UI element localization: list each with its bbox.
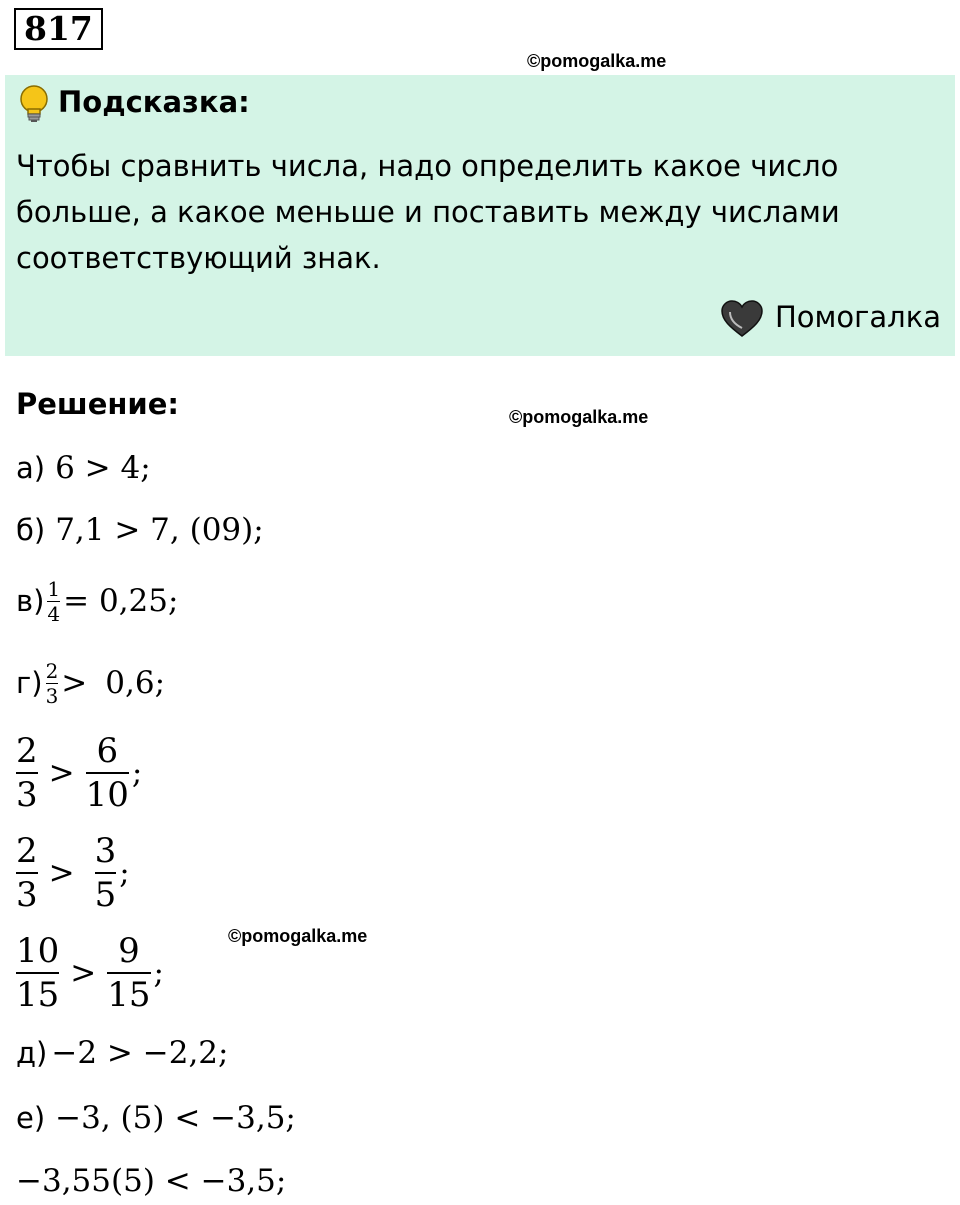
fraction — [16, 930, 59, 1016]
hint-line: Чтобы сравнить числа, надо определить какое число — [16, 149, 839, 183]
numerator: 2 — [16, 831, 38, 871]
solution-line-g3 — [16, 830, 130, 916]
fraction — [107, 930, 150, 1016]
watermark: ©pomogalka.me — [509, 407, 649, 427]
solution-line-e — [16, 1095, 296, 1141]
item-label: б) — [16, 513, 46, 547]
heart-icon — [720, 300, 764, 338]
numerator: 2 — [45, 658, 59, 683]
numerator: 3 — [94, 831, 117, 871]
hint-line: больше, а какое меньше и поставить между числами — [16, 195, 840, 229]
fraction — [95, 830, 117, 916]
math-expression: −3,55(5) < −3,5; — [16, 1163, 287, 1199]
solution-line-g2 — [16, 730, 142, 816]
fraction — [46, 659, 59, 708]
math-expression: 7,1 > 7, (09); — [55, 512, 264, 548]
solution-line-e2 — [16, 1158, 286, 1204]
numerator: 1 — [47, 576, 61, 601]
operator: > — [61, 665, 88, 701]
item-label: в) — [16, 584, 45, 618]
operator: > — [70, 955, 97, 991]
punctuation: ; — [119, 855, 130, 891]
watermark: ©pomogalka.me — [228, 926, 368, 946]
solution-line-v — [16, 578, 178, 624]
solution-line-d — [16, 1030, 228, 1076]
item-label: д) — [16, 1036, 48, 1070]
math-expression: −2 > −2,2; — [51, 1035, 229, 1071]
numerator: 6 — [96, 731, 119, 771]
lightbulb-icon — [18, 84, 50, 124]
fraction — [16, 730, 38, 816]
solution-line-g4 — [16, 930, 164, 1016]
solution-title: Решение: — [16, 387, 180, 421]
math-expression: 6 > 4; — [55, 450, 151, 486]
fraction — [86, 730, 129, 816]
numerator: 2 — [16, 731, 38, 771]
fraction — [47, 577, 60, 626]
brand-name: Помогалка — [775, 300, 941, 334]
item-label: е) — [16, 1101, 46, 1135]
hint-text — [16, 143, 936, 281]
watermark: ©pomogalka.me — [527, 51, 667, 71]
operator: > — [48, 755, 75, 791]
math-expression: = 0,25; — [63, 583, 179, 619]
problem-number: 817 — [14, 8, 103, 50]
numerator: 10 — [16, 931, 60, 971]
solution-line-b — [16, 507, 264, 553]
item-label: а) — [16, 451, 46, 485]
hint-title: Подсказка: — [58, 85, 250, 119]
math-expression: 0,6; — [105, 665, 166, 701]
item-label: г) — [16, 666, 43, 700]
operator: > — [48, 855, 75, 891]
numerator: 9 — [118, 931, 140, 971]
denominator: 3 — [16, 775, 38, 815]
denominator: 10 — [85, 775, 129, 815]
denominator: 4 — [47, 601, 61, 626]
denominator: 5 — [94, 875, 117, 915]
fraction — [16, 830, 38, 916]
denominator: 15 — [16, 975, 60, 1015]
denominator: 3 — [16, 875, 38, 915]
math-expression: −3, (5) < −3,5; — [55, 1100, 296, 1136]
punctuation: ; — [153, 955, 164, 991]
denominator: 3 — [45, 683, 59, 708]
solution-line-a — [16, 445, 151, 491]
hint-line: соответствующий знак. — [16, 241, 381, 275]
denominator: 15 — [107, 975, 151, 1015]
solution-line-g — [16, 660, 165, 706]
punctuation: ; — [131, 755, 143, 791]
